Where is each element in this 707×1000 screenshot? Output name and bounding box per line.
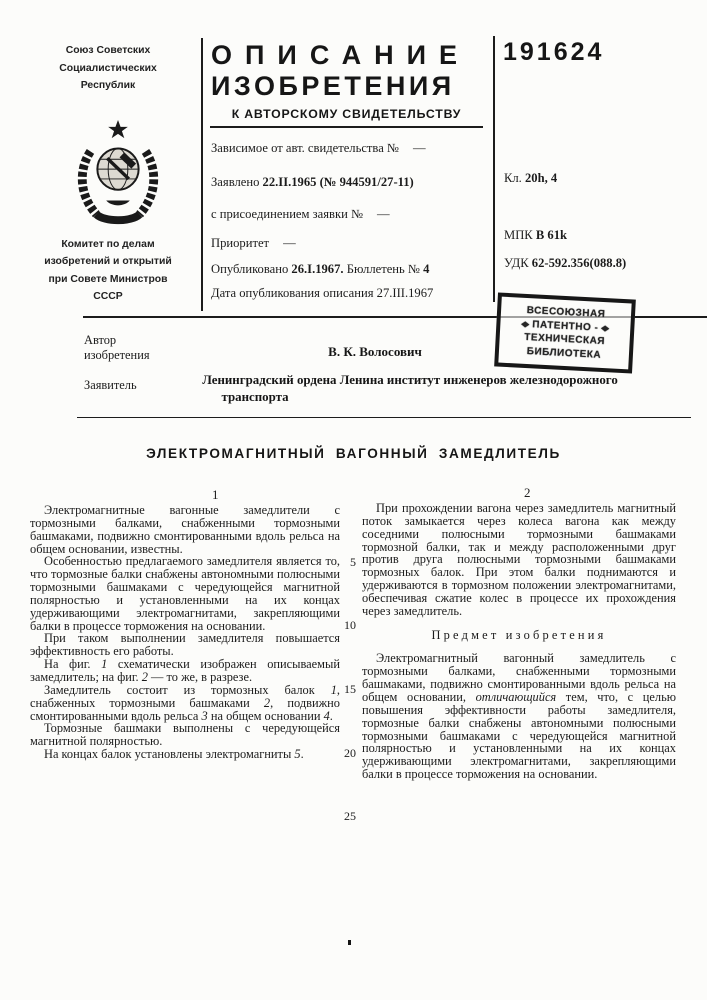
stamp-line-text: ПАТЕНТНО - <box>532 318 599 334</box>
vertical-divider <box>201 38 203 311</box>
classification-udk <box>504 256 626 271</box>
paragraph <box>30 658 340 684</box>
part-ref: 3 <box>201 708 208 723</box>
text-segment: , снабженных тормозными башмаками <box>30 682 340 710</box>
union-block <box>26 42 190 95</box>
author-label-line1: Автор <box>84 333 117 347</box>
filing-priority <box>211 236 296 251</box>
column-number-2: 2 <box>524 485 531 500</box>
union-line: Республик <box>80 80 136 92</box>
column-number-1: 1 <box>212 487 219 502</box>
invention-title: ЭЛЕКТРОМАГНИТНЫЙ ВАГОННЫЙ ЗАМЕДЛИТЕЛЬ <box>146 446 561 461</box>
stamp-line: ТЕХНИЧЕСКАЯ <box>524 331 606 348</box>
udk-label: УДК <box>504 256 529 270</box>
filing-description-date <box>211 286 433 301</box>
paragraph: Электромагнитные вагонные замедлители с тормозными балками, снабженными тормозными башмаками, подвижно смонтированными вдоль рельса на общем основании, известны. <box>30 503 340 556</box>
line-number: 5 <box>350 555 356 569</box>
committee-block <box>26 236 190 306</box>
filing-label: Приоритет <box>211 236 270 250</box>
paragraph: Тормозные башмаки выполнены с чередующейся магнитной полярностью. <box>30 721 340 749</box>
applicant-name-line2: транспорта <box>221 390 289 404</box>
filing-value: — <box>412 141 426 155</box>
figure-ref: 1 <box>101 657 108 672</box>
filing-value: 27.III.1967 <box>376 286 434 300</box>
text-segment: . <box>329 708 333 723</box>
text-segment: , подвижно смонтированными вдоль рельса <box>30 695 340 723</box>
stamp-line: ВСЕСОЮЗНАЯ <box>526 304 606 321</box>
filing-label: Опубликовано <box>211 262 289 276</box>
paragraph: При прохождении вагона через замедлитель магнитный поток замыкается через колеса вагона как между соседними полюсными тормозными башмаками тормозной балки, так и между расположенными друг против друга полюсными тормозными башмаками тормозных балок. При этом балки поднимаются и удерживаются в тормозном положении электромагнитами, обеспечивая сжатие колес в процессе их прохождения через замедлитель. <box>362 501 676 618</box>
filing-label: Дата опубликования описания <box>211 286 374 300</box>
union-line: Союз Советских <box>65 45 151 56</box>
subtitle-rule <box>210 126 483 128</box>
paragraph: Особенностью предлагаемого замедлителя является то, что тормозные балки снабжены автономными полюсными тормозными башмаками с чередующейся магнитной полярностью и установленными на их концах удерживающими электромагнитами, закрепляющими балки в процессе торможения на основании. <box>30 554 340 633</box>
part-ref: 4 <box>323 708 330 723</box>
filing-label: Бюллетень № <box>346 262 420 276</box>
filing-declared <box>211 175 414 190</box>
filing-published <box>211 262 429 277</box>
applicant-name-line1: Ленинградский ордена Ленина институт инженеров железнодорожного <box>202 373 618 387</box>
author-label-line2: изобретения <box>84 348 150 362</box>
paragraph <box>30 684 340 723</box>
text-segment: — то же, в разрезе. <box>147 669 253 684</box>
doc-subtitle: К АВТОРСКОМУ СВИДЕТЕЛЬСТВУ <box>231 107 462 121</box>
claim-paragraph <box>362 652 676 780</box>
applicant-label: Заявитель <box>84 378 137 392</box>
filing-value: — <box>376 207 390 221</box>
filing-value: 26.I.1967. <box>291 262 344 276</box>
document-number: 191624 <box>503 38 605 66</box>
author-name: В. К. Волосович <box>328 344 422 359</box>
section-rule <box>77 417 691 418</box>
part-ref: 2 <box>263 695 271 710</box>
ussr-emblem-icon <box>70 118 166 232</box>
committee-line: изобретений и открытий <box>44 256 172 268</box>
diamond-icon: ◆ <box>600 323 611 333</box>
paragraph: При таком выполнении замедлителя повышается эффективность его работы. <box>30 631 340 659</box>
vertical-divider <box>493 36 495 302</box>
line-number: 20 <box>344 746 356 760</box>
filing-label: Заявлено <box>211 175 260 189</box>
text-segment: на общем основании <box>207 708 324 723</box>
doc-heading-line2: ИЗОБРЕТЕНИЯ <box>211 71 455 101</box>
part-ref: 5 <box>294 747 301 762</box>
classification-mpk <box>504 228 567 243</box>
text-segment: Замедлитель состоит из тормозных балок <box>44 682 331 697</box>
diamond-icon: ◆ <box>520 319 530 329</box>
filing-label: с присоединением заявки № <box>211 207 363 221</box>
committee-line: СССР <box>93 291 123 303</box>
class-label: Кл. <box>504 171 522 185</box>
line-number: 25 <box>344 809 356 823</box>
text-segment: схематически изображен описываемый замедлитель; на фиг. <box>30 657 340 684</box>
body-column-left <box>30 504 340 761</box>
part-ref: 1 <box>330 682 337 697</box>
filing-label: Зависимое от авт. свидетельства № <box>211 141 399 155</box>
paragraph <box>30 748 340 761</box>
text-segment: . <box>300 747 304 762</box>
text-segment: Электромагнитный вагонный замедлитель с тормозными балками, снабженными тормозными башмаками, подвижно смонтированными вдоль рельса на общем основании, <box>362 651 676 704</box>
figure-ref: 2 <box>141 669 148 684</box>
text-segment: На концах балок установлены электромагниты <box>44 747 295 762</box>
udk-value: 62-592.356(088.8) <box>531 256 627 270</box>
claim-heading: Предмет изобретения <box>431 627 607 642</box>
class-value: 20h, 4 <box>525 171 558 185</box>
library-stamp <box>494 292 636 373</box>
line-number: 15 <box>344 682 356 696</box>
committee-line: при Совете Министров <box>48 273 168 285</box>
doc-heading-line1: ОПИСАНИЕ <box>211 40 471 70</box>
body-column-right <box>362 502 676 781</box>
union-line: Социалистических <box>59 62 157 74</box>
classification-class <box>504 171 557 186</box>
mpk-value: В 61k <box>535 228 568 242</box>
text-segment: тем, что, с целью повышения эффективности работы замедлителя, тормозные балки снабжены автономными полюсными тормозными башмаками с чередующейся магнитной полярностью и установленными на их концах удерживающими электромагнитами, закрепляющими балки в процессе торможения на основании. <box>362 689 676 782</box>
filing-value: 4 <box>423 262 430 276</box>
text-segment: На фиг. <box>44 657 102 672</box>
filing-value: 22.II.1965 (№ 944591/27-11) <box>262 175 414 189</box>
emphasized-term: отличающийся <box>475 689 557 704</box>
ink-speck <box>348 940 351 945</box>
filing-dependent <box>211 141 426 156</box>
stamp-line: БИБЛИОТЕКА <box>526 345 602 361</box>
filing-value: — <box>283 236 296 250</box>
line-number: 10 <box>344 618 356 632</box>
mpk-label: МПК <box>504 228 533 242</box>
filing-attachment <box>211 207 390 222</box>
committee-line: Комитет по делам <box>61 239 155 250</box>
